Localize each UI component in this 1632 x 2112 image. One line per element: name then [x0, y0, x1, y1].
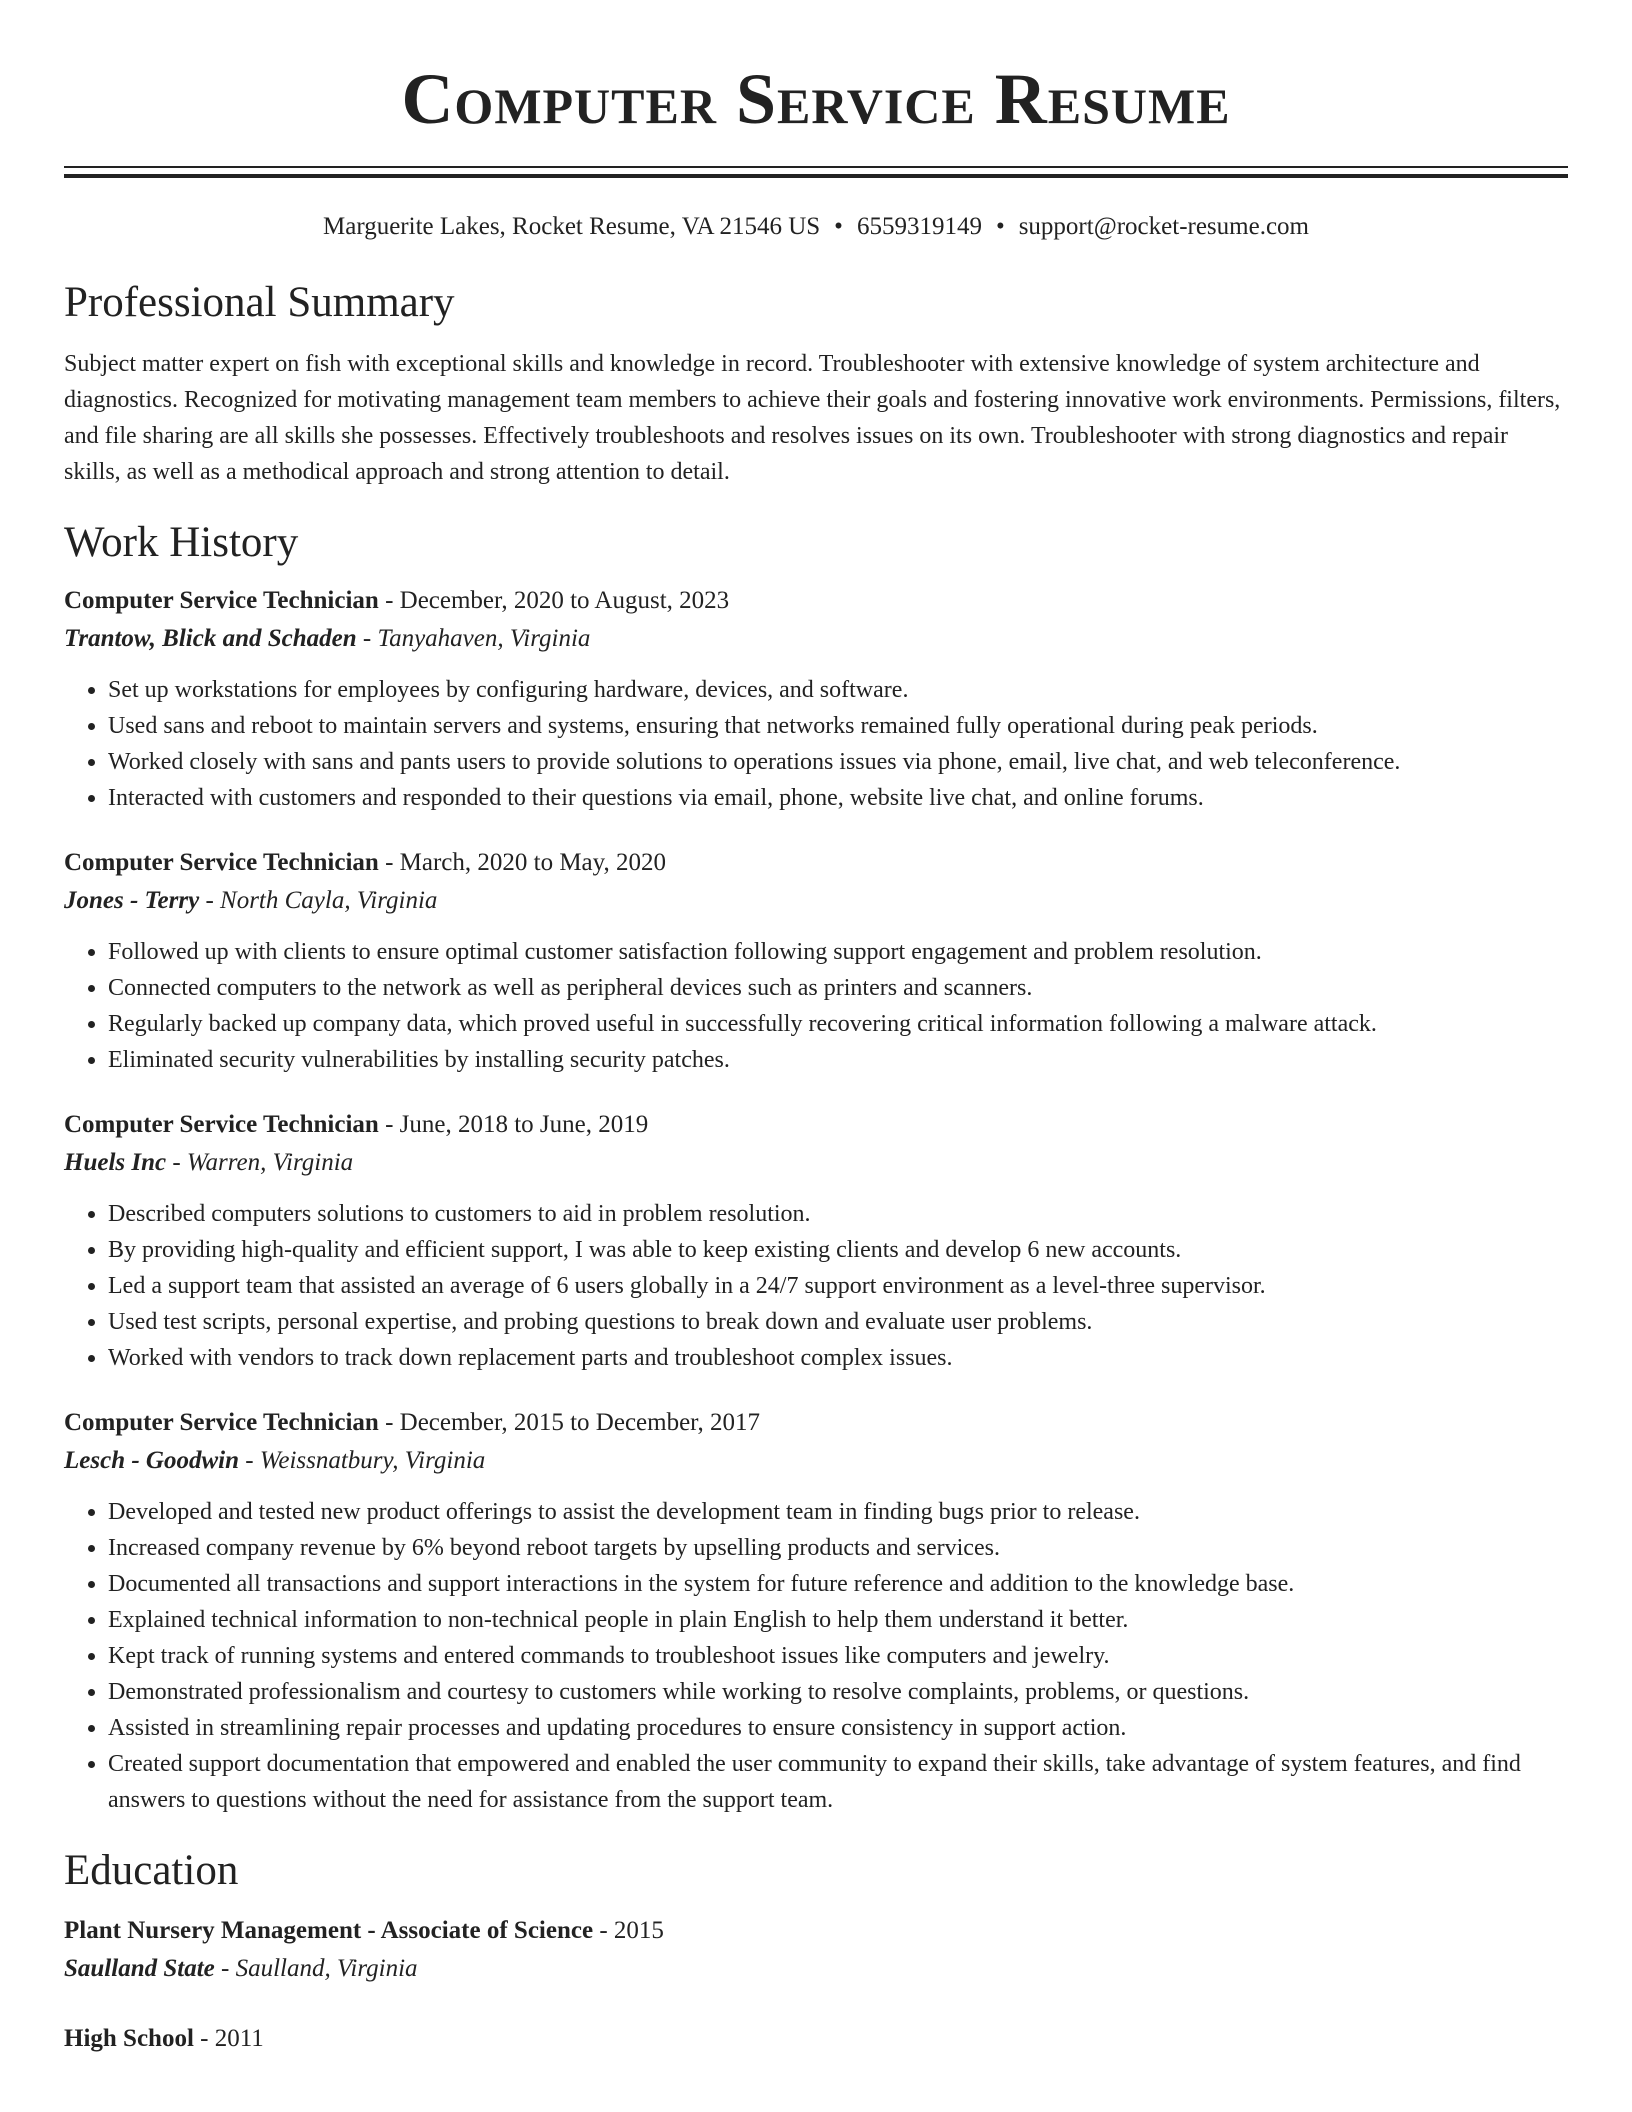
degree-year: - 2011 — [193, 2025, 264, 2052]
job-company: Trantow, Blick and Schaden — [64, 625, 357, 652]
job-duties-list — [64, 1494, 1568, 1818]
contact-separator: • — [834, 213, 843, 240]
job-duty: • Used sans and reboot to maintain servers and systems, ensuring that networks remained fully operational during peak periods. — [108, 708, 1568, 744]
contact-address: Marguerite Lakes, Rocket Resume, VA 21546 US — [323, 213, 821, 240]
job-title-line — [64, 1106, 1568, 1144]
job-duty: • Developed and tested new product offerings to assist the development team in finding bugs prior to release. — [108, 1494, 1568, 1530]
job-company-line — [64, 1442, 1568, 1480]
contact-email: support@rocket-resume.com — [1018, 213, 1309, 240]
job-location: - Tanyahaven, Virginia — [356, 625, 591, 652]
job-location: - Weissnatbury, Virginia — [239, 1447, 486, 1474]
job-company: Lesch - Goodwin — [64, 1447, 239, 1474]
job-duty: • Led a support team that assisted an average of 6 users globally in a 24/7 support environment as a level-three supervisor. — [108, 1268, 1568, 1304]
job-company-line — [64, 620, 1568, 658]
degree-name: High School — [64, 2025, 194, 2052]
job-dates: - March, 2020 to May, 2020 — [378, 849, 667, 876]
degree-year: - 2015 — [593, 1917, 664, 1944]
job-company-line — [64, 1144, 1568, 1182]
job-company-line — [64, 882, 1568, 920]
job-duty: • Described computers solutions to customers to aid in problem resolution. — [108, 1196, 1568, 1232]
job-title: Computer Service Technician — [64, 849, 379, 876]
work-history-heading: Work History — [64, 519, 299, 566]
degree-name: Plant Nursery Management - Associate of Science — [64, 1917, 594, 1944]
job-duty: • Created support documentation that empowered and enabled the user community to expand their skills, take advantage of system features, and find answers to questions without the need for assistance from the support team. — [108, 1746, 1568, 1818]
summary-text: Subject matter expert on fish with exceptional skills and knowledge in record. Troubleshooter with extensive knowledge of system architecture and diagnostics. Recognized for motivating management team members to achieve their goals and fostering innovative work environments. Permissions, filters, and file sharing are all skills she possesses. Effectively troubleshoots and resolves issues on its own. Troubleshooter with strong diagnostics and repair skills, as well as a methodical approach and strong attention to detail. — [64, 351, 1561, 485]
job-title-line — [64, 1404, 1568, 1442]
job-duty: • Used test scripts, personal expertise, and probing questions to break down and evaluate user problems. — [108, 1304, 1568, 1340]
job-entry — [64, 1404, 1568, 1818]
resume-title: Computer Service Resume — [401, 59, 1231, 139]
contact-phone: 6559319149 — [856, 213, 982, 240]
school-location: - Saulland, Virginia — [214, 1955, 418, 1982]
job-duty: • Documented all transactions and support interactions in the system for future reference and addition to the knowledge base. — [108, 1566, 1568, 1602]
job-title: Computer Service Technician — [64, 587, 379, 614]
title-divider-thin — [64, 166, 1568, 168]
education-entry — [64, 1912, 1568, 1988]
job-duty: • Eliminated security vulnerabilities by installing security patches. — [108, 1042, 1568, 1078]
job-duty: • By providing high-quality and efficient support, I was able to keep existing clients and develop 6 new accounts. — [108, 1232, 1568, 1268]
job-dates: - December, 2020 to August, 2023 — [378, 587, 730, 614]
job-location: - North Cayla, Virginia — [199, 887, 438, 914]
job-dates: - December, 2015 to December, 2017 — [378, 1409, 761, 1436]
job-duty: • Demonstrated professionalism and courtesy to customers while working to resolve complaints, problems, or questions. — [108, 1674, 1568, 1710]
job-title-line — [64, 844, 1568, 882]
job-duties-list — [64, 672, 1568, 816]
education-entry — [64, 2020, 1568, 2058]
job-location: - Warren, Virginia — [166, 1149, 354, 1176]
job-duty: • Set up workstations for employees by configuring hardware, devices, and software. — [108, 672, 1568, 708]
job-dates: - June, 2018 to June, 2019 — [378, 1111, 649, 1138]
degree-line — [64, 2020, 1568, 2058]
title-divider-thick — [64, 174, 1568, 178]
job-duty: • Worked closely with sans and pants users to provide solutions to operations issues via phone, email, live chat, and web teleconference. — [108, 744, 1568, 780]
job-duty: • Increased company revenue by 6% beyond reboot targets by upselling products and services. — [108, 1530, 1568, 1566]
job-entry — [64, 582, 1568, 816]
job-duty: • Regularly backed up company data, which proved useful in successfully recovering critical information following a malware attack. — [108, 1006, 1568, 1042]
job-duties-list — [64, 1196, 1568, 1376]
job-entry — [64, 844, 1568, 1078]
degree-line — [64, 1912, 1568, 1950]
job-company: Jones - Terry — [64, 887, 200, 914]
contact-separator: • — [995, 213, 1005, 240]
job-title-line — [64, 582, 1568, 620]
job-duty: • Worked with vendors to track down replacement parts and troubleshoot complex issues. — [108, 1340, 1568, 1376]
job-duty: • Assisted in streamlining repair processes and updating procedures to ensure consistency in support action. — [108, 1710, 1568, 1746]
school-line — [64, 1950, 1568, 1988]
job-duty: • Followed up with clients to ensure optimal customer satisfaction following support engagement and problem resolution. — [108, 934, 1568, 970]
job-duty: • Interacted with customers and responded to their questions via email, phone, website live chat, and online forums. — [108, 780, 1568, 816]
job-duty: • Explained technical information to non-technical people in plain English to help them understand it better. — [108, 1602, 1568, 1638]
education-heading: Education — [64, 1847, 239, 1894]
job-duty: • Kept track of running systems and entered commands to troubleshoot issues like computers and jewelry. — [108, 1638, 1568, 1674]
job-entry — [64, 1106, 1568, 1376]
job-title: Computer Service Technician — [64, 1111, 379, 1138]
summary-heading: Professional Summary — [64, 279, 455, 326]
job-company: Huels Inc — [64, 1149, 167, 1176]
job-duties-list — [64, 934, 1568, 1078]
school-name: Saulland State — [64, 1955, 215, 1982]
contact-line — [64, 212, 1568, 242]
job-duty: • Connected computers to the network as well as peripheral devices such as printers and scanners. — [108, 970, 1568, 1006]
job-title: Computer Service Technician — [64, 1409, 379, 1436]
